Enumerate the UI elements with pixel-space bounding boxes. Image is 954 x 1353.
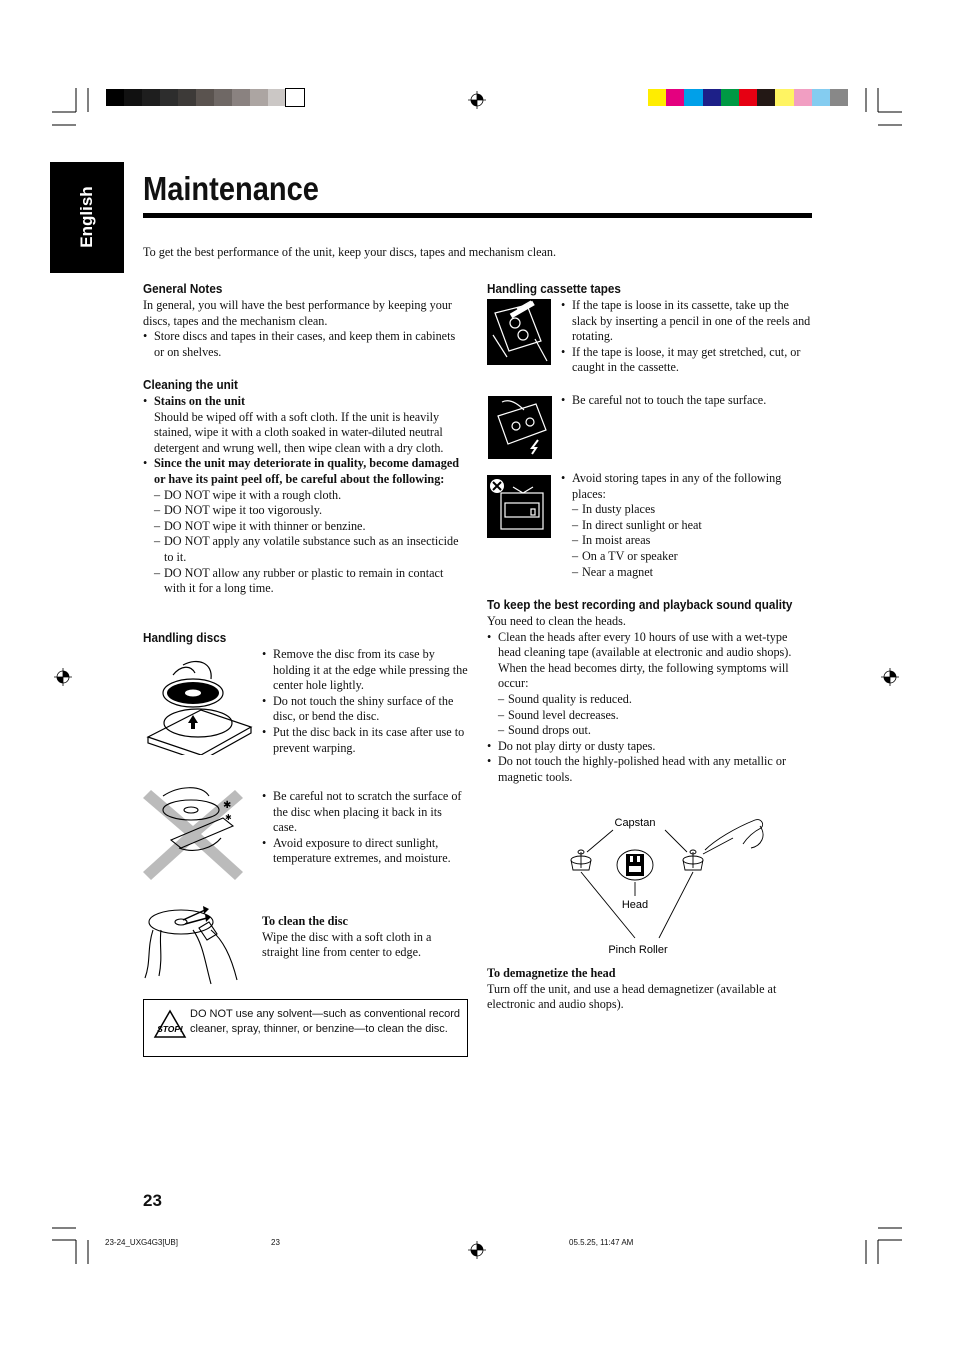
general-notes-section	[143, 298, 465, 360]
handling-discs-heading: Handling discs	[143, 630, 227, 645]
color-swatch	[721, 89, 739, 106]
deteriorate-title: Since the unit may deteriorate in quality, become damaged or have its paint peel off, be careful about the following:	[154, 456, 460, 486]
head-label: Head	[621, 899, 649, 911]
list-item: – DO NOT wipe it too vigorously.	[154, 503, 467, 519]
pinch-roller-label: Pinch Roller	[608, 944, 668, 956]
color-swatch	[250, 89, 268, 106]
cassette-group2	[561, 393, 813, 409]
color-swatch	[124, 89, 142, 106]
list-item: – On a TV or speaker	[572, 549, 813, 565]
svg-text:✱: ✱	[223, 800, 232, 811]
stains-text: Should be wiped off with a soft cloth. If the unit is heavily stained, wipe it with a cloth soaked in water-diluted neutral detergent and wrung well, then wipe clean with a dry cloth.	[154, 409, 444, 455]
list-item: – In direct sunlight or heat	[572, 518, 813, 534]
list-item: – DO NOT allow any rubber or plastic to remain in contact with it for a long time.	[154, 566, 467, 597]
demagnetize-section	[487, 966, 813, 1013]
recording-section	[487, 614, 813, 786]
color-swatch	[666, 89, 684, 106]
svg-text:✱: ✱	[225, 813, 232, 822]
general-notes-text: In general, you will have the best performance by keeping your discs, tapes and the mechanism clean.	[143, 298, 452, 328]
recording-intro: You need to clean the heads.	[487, 614, 626, 628]
general-notes-heading: General Notes	[143, 281, 223, 296]
clean-disc-section	[262, 914, 468, 961]
color-swatch	[757, 89, 775, 106]
cleaning-unit-heading: Cleaning the unit	[143, 377, 238, 392]
stop-warning-icon	[153, 1009, 187, 1039]
list-item: – In moist areas	[572, 533, 813, 549]
title-rule	[143, 213, 812, 218]
list-item: – Sound quality is reduced.	[498, 692, 813, 708]
color-swatch	[196, 89, 214, 106]
color-swatch	[684, 89, 702, 106]
color-swatch	[830, 89, 848, 106]
stains-title: Stains on the unit	[154, 394, 246, 408]
color-swatch	[812, 89, 830, 106]
list-item: – In dusty places	[572, 502, 813, 518]
intro-text: To get the best performance of the unit, keep your discs, tapes and mechanism clean.	[143, 245, 557, 259]
demagnetize-text: Turn off the unit, and use a head demagnetizer (available at electronic and audio shops).	[487, 981, 777, 1012]
color-swatch	[703, 89, 721, 106]
color-swatch	[739, 89, 757, 106]
cassette-group3	[561, 471, 813, 580]
color-swatch	[648, 89, 666, 106]
deteriorate-item	[143, 456, 467, 487]
footer-page: 23	[271, 1238, 280, 1247]
clean-disc-text: Wipe the disc with a soft cloth in a straight line from center to edge.	[262, 929, 432, 960]
list-item: • Do not touch the highly-polished head with any metallic or magnetic tools.	[487, 754, 813, 785]
disc-wiping-illustration	[143, 900, 241, 988]
list-item	[487, 630, 813, 739]
list-item: – Sound drops out.	[498, 723, 813, 739]
list-item: • If the tape is loose in its cassette, take up the slack by inserting a pencil in one of the reels and rotating.	[561, 298, 813, 345]
language-tab	[50, 162, 124, 273]
color-swatch	[286, 89, 304, 106]
footer-file: 23-24_UXG4G3[UB]	[105, 1238, 178, 1247]
list-item: • Do not touch the shiny surface of the disc, or bend the disc.	[262, 694, 468, 725]
stop-warning-text: DO NOT use any solvent—such as conventional record cleaner, spray, thinner, or benzine—to clean the disc.	[190, 1008, 461, 1035]
color-swatch	[268, 89, 286, 106]
list-item: • Put the disc back in its case after use to prevent warping.	[262, 725, 468, 756]
color-swatch	[214, 89, 232, 106]
page-title: Maintenance	[143, 170, 319, 207]
cassette-touch-illustration	[488, 396, 552, 459]
stop-label: STOP!	[157, 1024, 183, 1034]
list-item: • Do not play dirty or dusty tapes.	[487, 739, 813, 755]
discs-group2	[262, 789, 468, 867]
color-swatch	[178, 89, 196, 106]
cleaning-unit-section	[143, 394, 467, 597]
list-item: • Be careful not to touch the tape surface.	[561, 393, 813, 409]
list-item: – DO NOT apply any volatile substance such as an insecticide to it.	[154, 534, 467, 565]
stop-warning-box	[143, 999, 468, 1057]
symptoms-intro: When the head becomes dirty, the following symptoms will occur:	[498, 660, 789, 691]
footer-date: 05.5.25, 11:47 AM	[569, 1238, 634, 1247]
discs-group1	[262, 647, 468, 756]
list-item: – DO NOT wipe it with thinner or benzine.	[154, 519, 467, 535]
color-swatch	[106, 89, 124, 106]
list-item: • Avoid exposure to direct sunlight, temperature extremes, and moisture.	[262, 836, 468, 867]
capstan-label: Capstan	[614, 817, 656, 829]
list-item: • Avoid storing tapes in any of the following places:	[561, 471, 813, 502]
cassette-pencil-illustration	[487, 299, 551, 365]
color-swatch	[794, 89, 812, 106]
general-notes-bullet: • Store discs and tapes in their cases, and keep them in cabinets or on shelves.	[143, 329, 465, 360]
cassette-heading: Handling cassette tapes	[487, 281, 621, 296]
color-swatch	[775, 89, 793, 106]
list-item: – Near a magnet	[572, 565, 813, 581]
list-item: – Sound level decreases.	[498, 708, 813, 724]
disc-scratch-illustration	[143, 782, 245, 882]
demagnetize-title: To demagnetize the head	[487, 966, 616, 980]
list-item: • Remove the disc from its case by holding it at the edge while pressing the center hole lightly.	[262, 647, 468, 694]
color-swatch	[142, 89, 160, 106]
list-item: • If the tape is loose, it may get stretched, cut, or caught in the cassette.	[561, 345, 813, 376]
language-tab-label: English	[77, 186, 96, 248]
cassette-storage-illustration	[487, 475, 551, 538]
clean-disc-title: To clean the disc	[262, 914, 348, 928]
list-item: • Be careful not to scratch the surface of the disc when placing it back in its case.	[262, 789, 468, 836]
tape-head-diagram	[555, 810, 775, 960]
stains-item	[143, 394, 467, 456]
list-item: – DO NOT wipe it with a rough cloth.	[154, 488, 467, 504]
cassette-group1	[561, 298, 813, 376]
clean-heads-text: • Clean the heads after every 10 hours of use with a wet-type head cleaning tape (available at electronic and audio shops).	[498, 629, 792, 660]
recording-heading: To keep the best recording and playback sound quality	[487, 597, 793, 612]
color-swatch	[160, 89, 178, 106]
disc-removal-illustration	[143, 655, 253, 755]
color-swatch	[232, 89, 250, 106]
page-number: 23	[143, 1191, 162, 1210]
